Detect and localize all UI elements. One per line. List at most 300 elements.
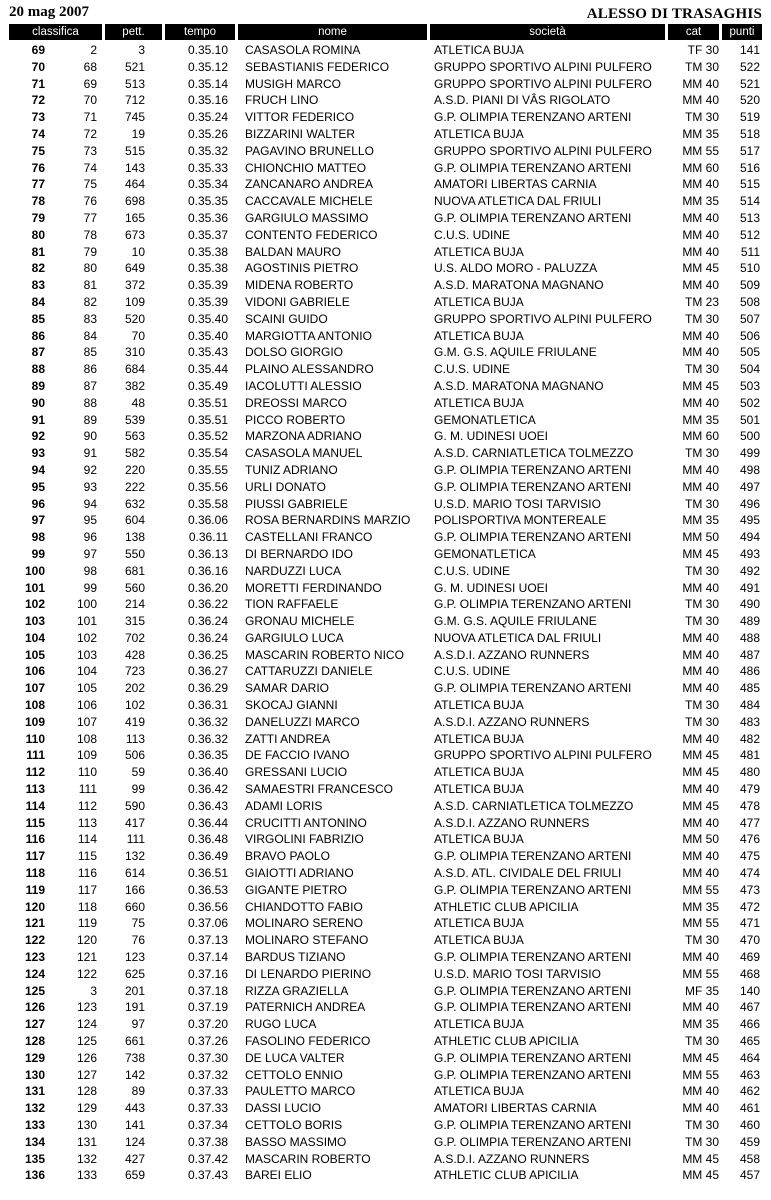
athlete-name: DI BERNARDO IDO [245, 546, 354, 561]
athlete-name: BAREI ELIO [245, 1168, 312, 1183]
athlete-name: MARGIOTTA ANTONIO [245, 328, 372, 343]
bib-number: 614 [124, 866, 145, 881]
category: MF 35 [684, 983, 719, 998]
class-position: 131 [76, 1134, 97, 1149]
category: TF 30 [687, 43, 719, 57]
finish-time: 0.36.53 [187, 882, 228, 897]
class-position: 3 [90, 983, 97, 998]
table-row [9, 244, 762, 261]
club-name: G.M. G.S. AQUILE FRIULANE [434, 345, 597, 360]
class-position: 90 [83, 429, 97, 444]
finish-time: 0.36.22 [187, 597, 228, 612]
category: MM 55 [682, 882, 719, 897]
finish-time: 0.37.06 [187, 916, 228, 931]
category: TM 30 [684, 446, 719, 461]
club-name: A.S.D. ATL. CIVIDALE DEL FRIULI [434, 866, 622, 881]
table-row [9, 462, 762, 479]
club-name: G.P. OLIMPIA TERENZANO ARTENI [434, 849, 632, 864]
category: MM 40 [682, 227, 719, 242]
points: 492 [739, 563, 760, 578]
class-position: 71 [83, 110, 97, 125]
finish-time: 0.35.32 [187, 143, 228, 158]
club-name: GRUPPO SPORTIVO ALPINI PULFERO [434, 59, 652, 74]
class-position: 73 [83, 143, 97, 158]
overall-position: 92 [31, 429, 45, 444]
category: TM 30 [684, 1134, 719, 1149]
finish-time: 0.35.58 [187, 496, 228, 511]
table-row [9, 1134, 762, 1151]
category: TM 30 [684, 496, 719, 511]
athlete-name: GRESSANI LUCIO [245, 765, 348, 780]
class-position: 125 [76, 1034, 97, 1049]
points: 511 [740, 244, 760, 259]
bib-number: 428 [124, 647, 145, 662]
table-row [9, 160, 762, 177]
overall-position: 136 [24, 1168, 45, 1183]
club-name: G.P. OLIMPIA TERENZANO ARTENI [434, 1050, 632, 1065]
page-header [9, 4, 762, 22]
club-name: G.P. OLIMPIA TERENZANO ARTENI [434, 1067, 632, 1082]
bib-number: 738 [124, 1050, 145, 1065]
club-name: GEMONATLETICA [434, 546, 536, 561]
points: 520 [739, 93, 760, 108]
table-row [9, 277, 762, 294]
bib-number: 201 [124, 983, 145, 998]
table-row [9, 747, 762, 764]
bib-number: 745 [124, 110, 145, 125]
club-name: ATLETICA BUJA [434, 832, 524, 847]
table-row [9, 580, 762, 597]
table-row [9, 59, 762, 76]
finish-time: 0.37.14 [187, 950, 228, 965]
col-header-cat: cat [668, 24, 722, 42]
points: 499 [739, 446, 760, 461]
category: MM 45 [682, 748, 719, 763]
bib-number: 202 [124, 681, 145, 696]
category: MM 60 [682, 429, 719, 444]
table-row [9, 848, 762, 865]
points: 496 [739, 496, 760, 511]
class-position: 79 [83, 244, 97, 259]
club-name: A.S.D.I. AZZANO RUNNERS [434, 647, 590, 662]
overall-position: 111 [26, 748, 45, 763]
class-position: 104 [76, 664, 97, 679]
finish-time: 0.36.31 [187, 698, 228, 713]
class-position: 130 [76, 1118, 97, 1132]
category: MM 40 [682, 328, 719, 343]
class-position: 78 [83, 227, 97, 242]
category: MM 35 [682, 194, 719, 209]
points: 140 [739, 983, 760, 998]
overall-position: 113 [25, 782, 45, 797]
points: 505 [739, 345, 760, 360]
category: MM 40 [682, 731, 719, 746]
points: 457 [739, 1168, 760, 1183]
category: TM 30 [684, 933, 719, 948]
athlete-name: DOLSO GIORGIO [245, 345, 344, 360]
category: MM 40 [682, 244, 719, 259]
overall-position: 81 [31, 244, 45, 259]
athlete-name: CRUCITTI ANTONINO [245, 815, 367, 830]
table-row [9, 630, 762, 647]
bib-number: 661 [124, 1034, 145, 1049]
athlete-name: ROSA BERNARDINS MARZIO [245, 513, 411, 528]
finish-time: 0.36.24 [187, 630, 228, 645]
bib-number: 698 [124, 194, 145, 209]
points: 487 [739, 647, 760, 662]
class-position: 2 [90, 43, 97, 57]
athlete-name: FASOLINO FEDERICO [245, 1034, 371, 1049]
athlete-name: MARZONA ADRIANO [245, 429, 362, 444]
finish-time: 0.37.34 [187, 1118, 228, 1132]
overall-position: 88 [31, 362, 45, 377]
class-position: 124 [76, 1017, 97, 1032]
athlete-name: CHIONCHIO MATTEO [245, 160, 367, 175]
athlete-name: BRAVO PAOLO [245, 849, 330, 864]
finish-time: 0.35.51 [187, 395, 228, 410]
finish-time: 0.35.40 [187, 328, 228, 343]
club-name: POLISPORTIVA MONTEREALE [434, 513, 607, 528]
class-position: 117 [77, 882, 97, 897]
finish-time: 0.36.49 [187, 849, 228, 864]
points: 477 [739, 815, 760, 830]
athlete-name: GIAIOTTI ADRIANO [245, 866, 354, 881]
points: 500 [739, 429, 760, 444]
table-row [9, 731, 762, 748]
bib-number: 625 [124, 966, 145, 981]
class-position: 96 [83, 530, 97, 545]
athlete-name: ZATTI ANDREA [245, 731, 331, 746]
athlete-name: SAMAR DARIO [245, 681, 330, 696]
overall-position: 93 [31, 446, 45, 461]
bib-number: 563 [124, 429, 145, 444]
club-name: C.U.S. UDINE [434, 362, 511, 377]
overall-position: 130 [24, 1067, 45, 1082]
points: 504 [739, 362, 760, 377]
bib-number: 222 [124, 479, 145, 494]
class-position: 122 [76, 966, 97, 981]
athlete-name: MOLINARO STEFANO [245, 933, 369, 948]
class-position: 97 [83, 546, 97, 561]
class-position: 115 [77, 849, 97, 864]
club-name: ATLETICA BUJA [434, 43, 524, 57]
finish-time: 0.37.19 [187, 1000, 228, 1015]
bib-number: 220 [124, 462, 145, 477]
class-position: 98 [83, 563, 97, 578]
bib-number: 165 [124, 210, 145, 225]
category: MM 40 [682, 93, 719, 108]
col-header-tempo: tempo [165, 24, 238, 42]
table-row [9, 76, 762, 93]
club-name: G.P. OLIMPIA TERENZANO ARTENI [434, 681, 632, 696]
table-row [9, 529, 762, 546]
finish-time: 0.36.32 [187, 714, 228, 729]
finish-time: 0.37.33 [187, 1084, 228, 1099]
bib-number: 89 [131, 1084, 145, 1099]
class-position: 127 [76, 1067, 97, 1082]
finish-time: 0.37.30 [187, 1050, 228, 1065]
category: MM 40 [682, 1084, 719, 1099]
finish-time: 0.36.13 [187, 546, 228, 561]
category: MM 40 [682, 1101, 719, 1116]
club-name: AMATORI LIBERTAS CARNIA [434, 177, 597, 192]
athlete-name: VIRGOLINI FABRIZIO [245, 832, 364, 847]
category: MM 40 [682, 950, 719, 965]
table-row [9, 260, 762, 277]
overall-position: 80 [31, 227, 45, 242]
bib-number: 75 [131, 916, 145, 931]
category: TM 30 [684, 698, 719, 713]
bib-number: 99 [131, 782, 145, 797]
finish-time: 0.35.10 [187, 43, 228, 57]
class-position: 100 [76, 597, 97, 612]
points: 510 [739, 261, 760, 276]
bib-number: 604 [124, 513, 145, 528]
athlete-name: FRUCH LINO [245, 93, 319, 108]
finish-time: 0.35.24 [187, 110, 228, 125]
overall-position: 101 [24, 580, 45, 595]
class-position: 81 [83, 278, 97, 293]
overall-position: 99 [31, 546, 45, 561]
class-position: 103 [76, 647, 97, 662]
athlete-name: IACOLUTTI ALESSIO [245, 378, 362, 393]
points: 506 [739, 328, 760, 343]
class-position: 95 [83, 513, 97, 528]
class-position: 80 [83, 261, 97, 276]
points: 483 [739, 714, 760, 729]
overall-position: 114 [25, 798, 45, 813]
col-header-societa: società [430, 24, 668, 42]
finish-time: 0.37.32 [187, 1067, 228, 1082]
overall-position: 96 [31, 496, 45, 511]
club-name: GRUPPO SPORTIVO ALPINI PULFERO [434, 748, 652, 763]
club-name: A.S.D. PIANI DI VÂS RIGOLATO [434, 93, 611, 108]
overall-position: 117 [25, 849, 45, 864]
overall-position: 122 [24, 933, 45, 948]
category: MM 45 [682, 1168, 719, 1183]
athlete-name: SCAINI GUIDO [245, 311, 328, 326]
table-row [9, 663, 762, 680]
club-name: ATLETICA BUJA [434, 765, 524, 780]
finish-time: 0.35.52 [187, 429, 228, 444]
table-row [9, 143, 762, 160]
category: TM 30 [684, 563, 719, 578]
table-row [9, 1083, 762, 1100]
points: 495 [739, 513, 760, 528]
finish-time: 0.35.38 [187, 261, 228, 276]
athlete-name: CACCAVALE MICHELE [245, 194, 373, 209]
overall-position: 134 [24, 1134, 45, 1149]
points: 468 [739, 966, 760, 981]
bib-number: 214 [124, 597, 145, 612]
overall-position: 118 [25, 866, 45, 881]
points: 498 [739, 462, 760, 477]
bib-number: 10 [131, 244, 145, 259]
athlete-name: NARDUZZI LUCA [245, 563, 342, 578]
table-row [9, 714, 762, 731]
overall-position: 94 [31, 462, 45, 477]
athlete-name: TION RAFFAELE [245, 597, 339, 612]
points: 491 [739, 580, 760, 595]
finish-time: 0.35.56 [187, 479, 228, 494]
athlete-name: DASSI LUCIO [245, 1101, 322, 1116]
bib-number: 723 [124, 664, 145, 679]
club-name: U.S.D. MARIO TOSI TARVISIO [434, 966, 601, 981]
overall-position: 75 [31, 143, 45, 158]
category: MM 45 [682, 1151, 719, 1166]
points: 518 [739, 126, 760, 141]
class-position: 112 [77, 798, 97, 813]
finish-time: 0.37.42 [187, 1151, 228, 1166]
class-position: 123 [76, 1000, 97, 1015]
class-position: 113 [77, 815, 97, 830]
club-name: ATLETICA BUJA [434, 916, 524, 931]
bib-number: 427 [124, 1151, 145, 1166]
bib-number: 315 [124, 614, 145, 629]
points: 503 [739, 378, 760, 393]
category: MM 50 [682, 530, 719, 545]
category: TM 30 [684, 714, 719, 729]
athlete-name: DE FACCIO IVANO [245, 748, 350, 763]
club-name: ATLETICA BUJA [434, 328, 524, 343]
table-row [9, 126, 762, 143]
finish-time: 0.37.16 [187, 966, 228, 981]
club-name: G.P. OLIMPIA TERENZANO ARTENI [434, 110, 632, 125]
bib-number: 166 [124, 882, 145, 897]
athlete-name: RUGO LUCA [245, 1017, 317, 1032]
bib-number: 97 [131, 1017, 145, 1032]
overall-position: 73 [31, 110, 45, 125]
finish-time: 0.35.14 [187, 76, 228, 91]
club-name: ATHLETIC CLUB APICILIA [434, 1034, 579, 1049]
bib-number: 123 [124, 950, 145, 965]
category: MM 40 [682, 815, 719, 830]
finish-time: 0.36.48 [187, 832, 228, 847]
overall-position: 86 [31, 328, 45, 343]
bib-number: 649 [124, 261, 145, 276]
category: MM 55 [682, 966, 719, 981]
bib-number: 550 [124, 546, 145, 561]
finish-time: 0.36.27 [187, 664, 228, 679]
club-name: ATLETICA BUJA [434, 244, 524, 259]
overall-position: 124 [24, 966, 45, 981]
table-row [9, 1050, 762, 1067]
table-row [9, 596, 762, 613]
points: 482 [739, 731, 760, 746]
table-row [9, 1151, 762, 1168]
points: 522 [739, 59, 760, 74]
points: 474 [739, 866, 760, 881]
class-position: 114 [77, 832, 97, 847]
overall-position: 87 [31, 345, 45, 360]
athlete-name: BASSO MASSIMO [245, 1134, 347, 1149]
points: 490 [739, 597, 760, 612]
category: MM 40 [682, 647, 719, 662]
table-row [9, 496, 762, 513]
category: MM 40 [682, 866, 719, 881]
points: 516 [739, 160, 760, 175]
overall-position: 85 [31, 311, 45, 326]
club-name: ATLETICA BUJA [434, 1017, 524, 1032]
points: 493 [739, 546, 760, 561]
overall-position: 105 [24, 647, 45, 662]
overall-position: 133 [24, 1118, 45, 1132]
club-name: NUOVA ATLETICA DAL FRIULI [434, 194, 602, 209]
points: 509 [739, 278, 760, 293]
category: TM 30 [684, 110, 719, 125]
points: 141 [739, 43, 760, 57]
points: 461 [739, 1101, 760, 1116]
athlete-name: CASTELLANI FRANCO [245, 530, 373, 545]
club-name: G.P. OLIMPIA TERENZANO ARTENI [434, 210, 632, 225]
finish-time: 0.35.37 [187, 227, 228, 242]
bib-number: 70 [131, 328, 145, 343]
category: MM 40 [682, 278, 719, 293]
finish-time: 0.37.18 [187, 983, 228, 998]
overall-position: 132 [24, 1101, 45, 1116]
finish-time: 0.35.49 [187, 378, 228, 393]
club-name: ATLETICA BUJA [434, 126, 524, 141]
points: 480 [739, 765, 760, 780]
points: 513 [739, 210, 760, 225]
table-row [9, 378, 762, 395]
club-name: ATLETICA BUJA [434, 1084, 524, 1099]
table-row [9, 210, 762, 227]
table-row [9, 227, 762, 244]
finish-time: 0.35.44 [187, 362, 228, 377]
col-header-nome: nome [238, 24, 430, 42]
overall-position: 104 [24, 630, 45, 645]
points: 470 [739, 933, 760, 948]
club-name: G.P. OLIMPIA TERENZANO ARTENI [434, 983, 632, 998]
class-position: 75 [83, 177, 97, 192]
overall-position: 112 [25, 765, 45, 780]
table-row [9, 563, 762, 580]
athlete-name: ADAMI LORIS [245, 798, 323, 813]
category: MM 40 [682, 664, 719, 679]
class-position: 91 [83, 446, 97, 461]
bib-number: 3 [138, 43, 145, 57]
table-row [9, 1167, 762, 1184]
class-position: 102 [76, 630, 97, 645]
club-name: GEMONATLETICA [434, 412, 536, 427]
athlete-name: MIDENA ROBERTO [245, 278, 354, 293]
overall-position: 72 [31, 93, 45, 108]
bib-number: 48 [131, 395, 145, 410]
club-name: G.P. OLIMPIA TERENZANO ARTENI [434, 1134, 632, 1149]
points: 502 [739, 395, 760, 410]
table-row [9, 294, 762, 311]
overall-position: 131 [24, 1084, 45, 1099]
category: MM 50 [682, 832, 719, 847]
class-position: 83 [83, 311, 97, 326]
category: MM 45 [682, 798, 719, 813]
col-header-classifica: classifica [9, 24, 105, 42]
club-name: A.S.D. MARATONA MAGNANO [434, 378, 604, 393]
category: MM 40 [682, 1000, 719, 1015]
club-name: NUOVA ATLETICA DAL FRIULI [434, 630, 602, 645]
points: 486 [739, 664, 760, 679]
points: 514 [739, 194, 760, 209]
points: 501 [739, 412, 760, 427]
club-name: C.U.S. UDINE [434, 563, 511, 578]
table-row [9, 915, 762, 932]
club-name: A.S.D. MARATONA MAGNANO [434, 278, 604, 293]
points: 467 [739, 1000, 760, 1015]
bib-number: 673 [124, 227, 145, 242]
finish-time: 0.35.12 [187, 59, 228, 74]
class-position: 120 [76, 933, 97, 948]
